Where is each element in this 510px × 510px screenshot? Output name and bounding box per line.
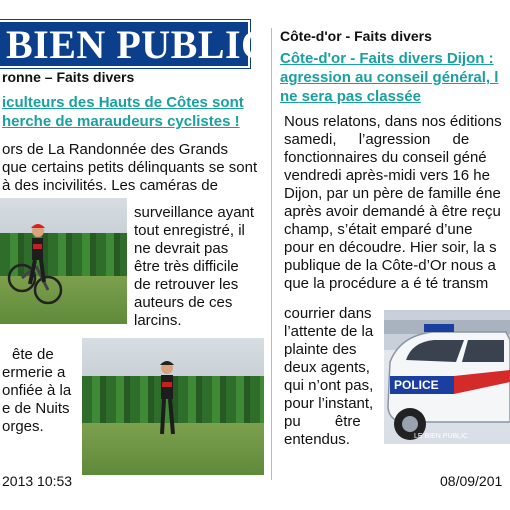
body-line: publique de la Côte-d’Or nous a — [284, 257, 496, 274]
headline-line: iculteurs des Hauts de Côtes sont — [2, 94, 244, 111]
body-line: de retrouver les — [134, 276, 239, 293]
headline-line: ne sera pas classée — [280, 88, 421, 105]
body-line: entendus. — [284, 431, 350, 448]
car-police-text: POLICE — [394, 378, 439, 392]
cyclist-figure-icon — [0, 198, 127, 324]
left-date: 2013 10:53 — [2, 473, 73, 489]
photo-watermark: LE BIEN PUBLIC — [414, 433, 469, 440]
body-line: ermerie a — [2, 364, 66, 381]
logo-text: BIEN PUBLIC — [6, 22, 270, 67]
body-line: ors de La Randonnée des Grands — [2, 141, 228, 158]
headline-line: agression au conseil général, l — [280, 69, 499, 86]
column-divider — [271, 28, 272, 480]
body-line: deux agents, — [284, 359, 370, 376]
right-headline[interactable] — [280, 49, 498, 106]
body-line: vendredi après-midi vers 16 he — [284, 167, 490, 184]
body-line: que certains petits délinquants se sont — [2, 159, 258, 176]
body-line: pour l’instant, — [284, 395, 374, 412]
headline-line: herche de maraudeurs cyclistes ! — [2, 113, 240, 130]
body-line: l’attente de la — [284, 323, 374, 340]
left-body-right — [134, 204, 264, 330]
police-car-icon — [384, 310, 510, 444]
body-line: plainte des — [284, 341, 357, 358]
bien-public-logo — [0, 20, 270, 68]
person-figure-icon — [82, 338, 264, 475]
left-headline[interactable] — [2, 93, 244, 131]
body-line: champ, s’était emparé d’une — [284, 221, 473, 238]
body-line: surveillance ayant — [134, 204, 255, 221]
cyclist-photo — [0, 198, 127, 324]
body-line: ête de — [12, 346, 54, 363]
body-line: être très difficile — [134, 258, 239, 275]
body-line: après avoir demandé à être reçu — [284, 203, 501, 220]
left-body-bottom — [2, 346, 71, 436]
right-section-label: Côte-d'or - Faits divers — [280, 28, 432, 44]
police-car-photo — [384, 310, 510, 444]
body-line: Dijon, par un père de famille éne — [284, 185, 501, 202]
headline-line: Côte-d'or - Faits divers Dijon : — [280, 50, 494, 67]
body-line: tout enregistré, il — [134, 222, 245, 239]
left-section-label: ronne – Faits divers — [2, 69, 135, 85]
left-body-top — [2, 141, 257, 195]
body-line: pu être — [284, 413, 361, 430]
right-body-bottom — [284, 305, 373, 449]
body-line: fonctionnaires du conseil géné — [284, 149, 487, 166]
body-line: e de Nuits — [2, 400, 70, 417]
body-line: orges. — [2, 418, 44, 435]
body-line: que la procédure a é té transm — [284, 275, 489, 292]
body-line: Nous relatons, dans nos éditions — [284, 113, 502, 130]
body-line: auteurs de ces — [134, 294, 233, 311]
body-line: à des incivilités. Les caméras de — [2, 177, 218, 194]
vineyard-photo — [82, 338, 264, 475]
body-line: ne devrait pas — [134, 240, 229, 257]
right-body-top — [284, 113, 502, 293]
body-line: onfiée à la — [2, 382, 72, 399]
body-line: qui n’ont pas, — [284, 377, 374, 394]
body-line: larcins. — [134, 312, 182, 329]
right-date: 08/09/201 — [440, 473, 503, 489]
body-line: samedi, l’agression de — [284, 131, 470, 148]
body-line: pour en découdre. Hier soir, la s — [284, 239, 497, 256]
body-line: courrier dans — [284, 305, 372, 322]
